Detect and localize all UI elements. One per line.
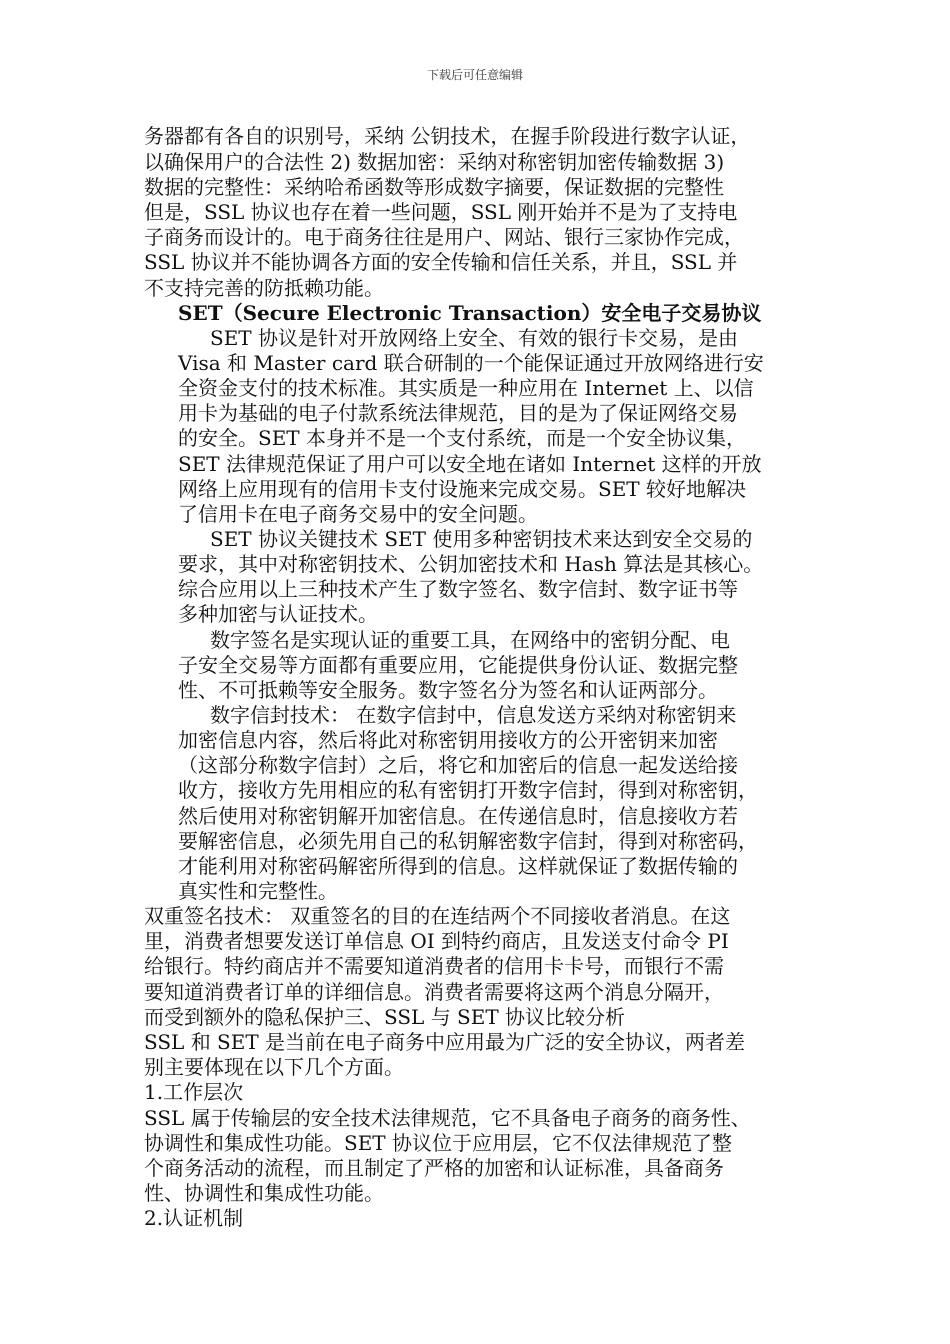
text-line: 数字签名是实现认证的重要工具，在网络中的密钥分配、电 [210, 628, 730, 652]
text-line: 网络上应用现有的信用卡支付设施来完成交易。SET 较好地解决 [178, 477, 746, 501]
text-line: 1.工作层次 [144, 1080, 244, 1104]
text-line: SET 法律规范保证了用户可以安全地在诸如 Internet 这样的开放 [178, 452, 762, 476]
text-line: 个商务活动的流程，而且制定了严格的加密和认证标准，具备商务 [144, 1156, 724, 1180]
text-line: SSL 属于传输层的安全技术法律规范，它不具备电子商务的商务性、 [144, 1106, 751, 1130]
text-line: 而受到额外的隐私保护三、SSL 与 SET 协议比较分析 [144, 1005, 626, 1029]
text-line: 真实性和完整性。 [178, 879, 338, 903]
text-line: （这部分称数字信封）之后，将它和加密后的信息一起发送给接 [178, 753, 738, 777]
text-line: 里，消费者想要发送订单信息 OI 到特约商店，且发送支付命令 PI [144, 929, 729, 953]
text-line: 不支持完善的防抵赖功能。 [144, 276, 384, 300]
text-line: 用卡为基础的电子付款系统法律规范，目的是为了保证网络交易 [178, 401, 738, 425]
section-heading: SET（Secure Electronic Transaction）安全电子交易协议 [178, 301, 762, 325]
text-line: 但是，SSL 协议也存在着一些问题，SSL 刚开始并不是为了支持电 [144, 200, 738, 224]
text-line: 综合应用以上三种技术产生了数字签名、数字信封、数字证书等 [178, 577, 738, 601]
text-line: 子安全交易等方面都有重要应用，它能提供身份认证、数据完整 [178, 653, 738, 677]
text-line: 然后使用对称密钥解开加密信息。在传递信息时，信息接收方若 [178, 804, 738, 828]
text-line: 多种加密与认证技术。 [178, 602, 378, 626]
text-line: 务器都有各自的识别号，采纳 公钥技术，在握手阶段进行数字认证， [144, 124, 751, 148]
page-header: 下载后可任意编辑 [426, 68, 523, 82]
text-line: 才能利用对称密码解密所得到的信息。这样就保证了数据传输的 [178, 854, 738, 878]
text-line: 加密信息内容，然后将此对称密钥用接收方的公开密钥来加密 [178, 728, 718, 752]
text-line: 给银行。特约商店并不需要知道消费者的信用卡卡号，而银行不需 [144, 954, 724, 978]
text-line: 要解密信息，必须先用自己的私钥解密数字信封，得到对称密码， [178, 829, 758, 853]
text-line: 了信用卡在电子商务交易中的安全问题。 [178, 502, 538, 526]
text-line: SSL 协议并不能协调各方面的安全传输和信任关系，并且，SSL 并 [144, 250, 738, 274]
text-line: 数据的完整性：采纳哈希函数等形成数字摘要，保证数据的完整性 [144, 175, 724, 199]
text-line: 子商务而设计的。电于商务往往是用户、网站、银行三家协作完成， [144, 225, 744, 249]
text-line: 收方，接收方先用相应的私有密钥打开数字信封，得到对称密钥， [178, 778, 758, 802]
text-line: 全资金支付的技术标准。其实质是一种应用在 Internet 上、以信 [178, 376, 754, 400]
text-line: 性、协调性和集成性功能。 [144, 1181, 384, 1205]
text-line: 的安全。SET 本身并不是一个支付系统，而是一个安全协议集， [178, 426, 746, 450]
text-line: 要知道消费者订单的详细信息。消费者需要将这两个消息分隔开， [144, 980, 724, 1004]
text-line: SET 协议关键技术 SET 使用多种密钥技术来达到安全交易的 [210, 527, 753, 551]
text-line: 别主要体现在以下几个方面。 [144, 1055, 404, 1079]
text-line: SSL 和 SET 是当前在电子商务中应用最为广泛的安全协议，两者差 [144, 1030, 746, 1054]
text-line: 协调性和集成性功能。SET 协议位于应用层，它不仅法律规范了整 [144, 1131, 732, 1155]
text-line: 要求，其中对称密钥技术、公钥加密技术和 Hash 算法是其核心。 [178, 552, 764, 576]
text-line: 以确保用户的合法性 2) 数据加密：采纳对称密钥加密传输数据 3) [144, 150, 725, 174]
text-line: Visa 和 Master card 联合研制的一个能保证通过开放网络进行安 [178, 351, 764, 375]
text-line: 双重签名技术： 双重签名的目的在连结两个不同接收者消息。在这 [144, 904, 731, 928]
text-line: 2.认证机制 [144, 1206, 244, 1230]
text-line: SET 协议是针对开放网络上安全、有效的银行卡交易，是由 [210, 326, 738, 350]
text-line: 性、不可抵赖等安全服务。数字签名分为签名和认证两部分。 [178, 678, 718, 702]
text-line: 数字信封技术： 在数字信封中，信息发送方采纳对称密钥来 [210, 703, 737, 727]
